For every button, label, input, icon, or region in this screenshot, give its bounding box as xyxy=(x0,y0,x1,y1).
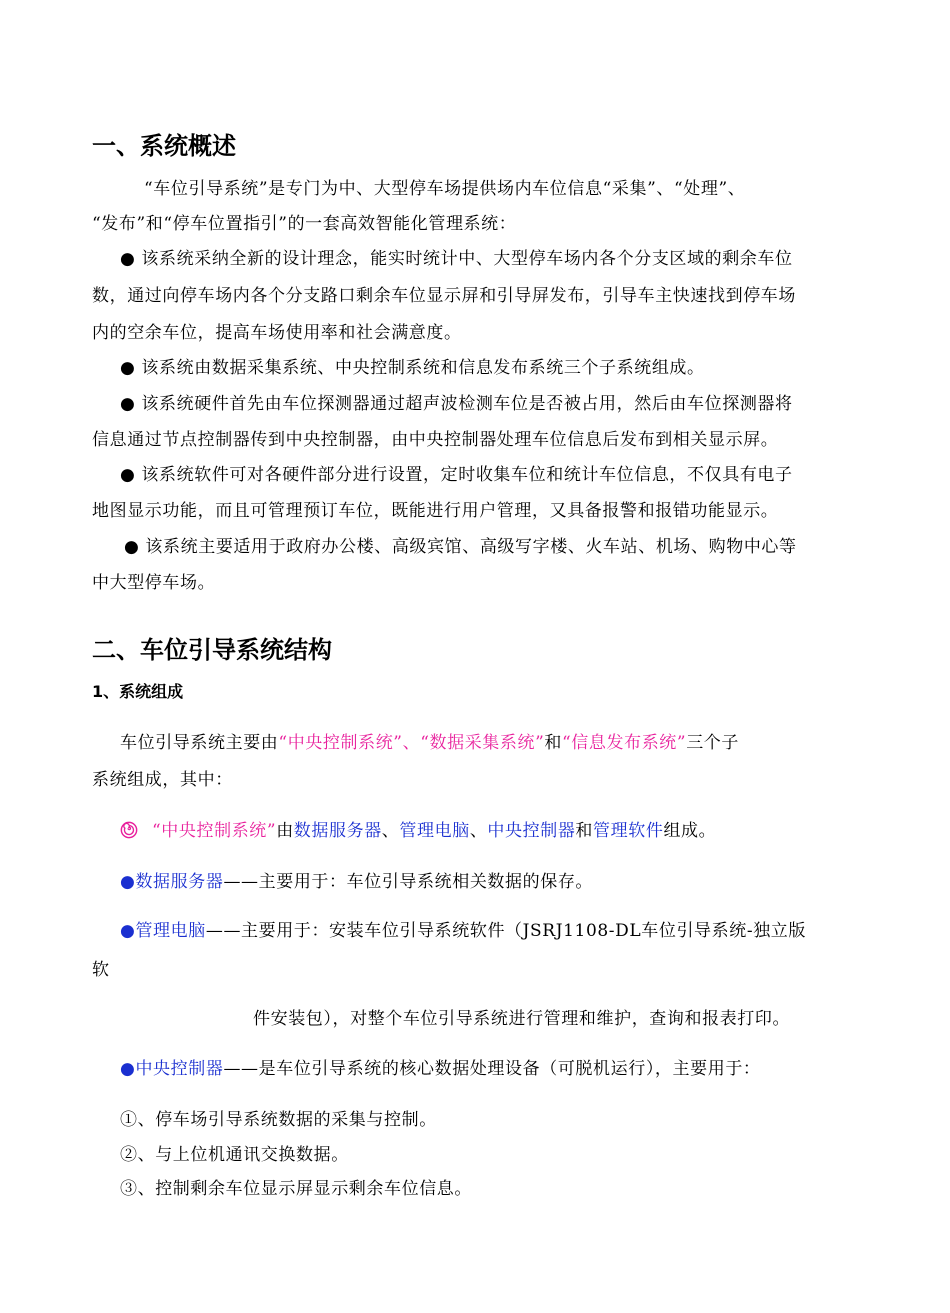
data-server-name: 数据服务器 xyxy=(135,872,224,892)
swirl-icon xyxy=(120,821,138,839)
data-server-ref: 数据服务器 xyxy=(293,821,382,841)
bullet3-line-2: 信息通过节点控制器传到中央控制器，由中央控制器处理车位信息后发布到相关显示屏。 xyxy=(92,430,779,450)
subsection-title: 1、系统组成 xyxy=(92,682,184,701)
section1-title: 一、系统概述 xyxy=(92,132,236,160)
bullet1-line-1: ● 该系统采纳全新的设计理念，能实时统计中、大型停车场内各个分支区域的剩余车位 xyxy=(120,249,793,269)
bullet3-line-1: ● 该系统硬件首先由车位探测器通过超声波检测车位是否被占用，然后由车位探测器将 xyxy=(120,394,793,414)
management-pc-line xyxy=(120,916,806,941)
bullet5-line-2: 中大型停车场。 xyxy=(92,573,216,593)
data-server-line xyxy=(120,867,593,892)
data-acquisition-system-ref: “数据采集系统” xyxy=(420,733,545,753)
bullet1-line-2: 数，通过向停车场内各个分支路口剩余车位显示屏和引导屏发布，引导车主快速找到停车场 xyxy=(92,286,796,306)
cc-and: 和 xyxy=(575,821,594,841)
intro-line-1: “车位引导系统”是专门为中、大型停车场提供场内车位信息“采集”、“处理”、 xyxy=(144,179,746,199)
management-pc-ref: 管理电脑 xyxy=(399,821,470,841)
bullet5-line-1: ● 该系统主要适用于政府办公楼、高级宾馆、高级写字楼、火车站、机场、购物中心等 xyxy=(124,537,797,557)
central-controller-bullet: ● xyxy=(120,1059,136,1079)
section2-title: 二、车位引导系统结构 xyxy=(92,636,332,664)
management-pc-line-3: 件安装包），对整个车位引导系统进行管理和维护，查询和报表打印。 xyxy=(253,1009,791,1029)
cc-sep-2: 、 xyxy=(469,821,488,841)
controller-item-2: ②、与上位机通讯交换数据。 xyxy=(120,1145,349,1165)
management-pc-bullet: ● xyxy=(120,921,136,941)
composition-and: 和 xyxy=(544,733,562,753)
bullet4-line-1: ● 该系统软件可对各硬件部分进行设置，定时收集车位和统计车位信息，不仅具有电子 xyxy=(120,465,793,485)
composition-suffix: 三个子 xyxy=(686,733,739,753)
cc-end: 组成。 xyxy=(663,821,717,841)
info-publish-system-ref: “信息发布系统” xyxy=(562,733,687,753)
cc-sep-1: 、 xyxy=(381,821,400,841)
controller-item-1: ①、停车场引导系统数据的采集与控制。 xyxy=(120,1110,437,1130)
central-controller-desc: ——是车位引导系统的核心数据处理设备（可脱机运行），主要用于： xyxy=(223,1059,761,1079)
bullet1-line-3: 内的空余车位，提高车场使用率和社会满意度。 xyxy=(92,323,462,343)
controller-item-3: ③、控制剩余车位显示屏显示剩余车位信息。 xyxy=(120,1179,472,1199)
bullet2-line-1: ● 该系统由数据采集系统、中央控制系统和信息发布系统三个子系统组成。 xyxy=(120,358,705,378)
intro-line-2: “发布”和“停车位置指引”的一套高效智能化管理系统： xyxy=(92,214,517,234)
management-pc-line-2: 软 xyxy=(92,960,110,980)
management-pc-name: 管理电脑 xyxy=(135,921,206,941)
data-server-bullet: ● xyxy=(120,872,136,892)
central-control-system-ref: “中央控制系统”、 xyxy=(278,733,421,753)
composition-line-1 xyxy=(120,728,739,753)
central-controller-name: 中央控制器 xyxy=(135,1059,224,1079)
composition-prefix: 车位引导系统主要由 xyxy=(120,733,279,753)
bullet4-line-2: 地图显示功能，而且可管理预订车位，既能进行用户管理，又具备报警和报错功能显示。 xyxy=(92,501,779,521)
cc-by: 由 xyxy=(276,821,294,841)
composition-line-2: 系统组成，其中： xyxy=(92,770,233,790)
data-server-desc: ——主要用于：车位引导系统相关数据的保存。 xyxy=(223,872,594,892)
central-control-system-name: “中央控制系统” xyxy=(152,821,277,841)
central-controller-ref: 中央控制器 xyxy=(487,821,576,841)
central-controller-line xyxy=(120,1054,761,1079)
central-control-line xyxy=(120,816,716,841)
management-software-ref: 管理软件 xyxy=(593,821,664,841)
management-pc-desc: ——主要用于：安装车位引导系统软件（JSRJ1108-DL车位引导系统-独立版 xyxy=(205,921,806,941)
